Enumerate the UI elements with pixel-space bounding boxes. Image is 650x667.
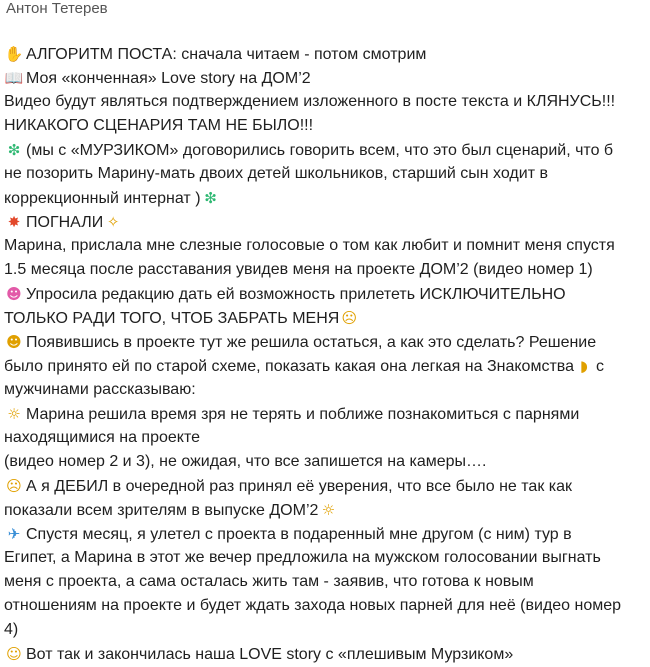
- author-name[interactable]: Антон Тетерев: [6, 0, 108, 17]
- post-line: [4, 546, 646, 570]
- line-text: Марина, прислала мне слезные голосовые о том как любит и помнит меня спустя: [4, 237, 615, 254]
- post-line: [4, 618, 646, 642]
- banana-icon: ◗: [580, 357, 588, 375]
- line-text: отношениям на проекте и будет ждать захода новых парней для неё (видео номер: [4, 597, 622, 614]
- line-text: не позорить Марину-мать двоих детей школьников, старший сын ходит в: [4, 165, 548, 182]
- post-line: [4, 114, 646, 138]
- line-text: 1.5 месяца после расставания увидев меня на проекте ДОМ’2 (видео номер 1): [4, 261, 593, 278]
- post-line: [4, 258, 646, 282]
- see-no-evil-monkey-icon: ☹: [341, 309, 358, 327]
- see-no-evil-monkey-icon: ☹: [6, 477, 22, 495]
- post-line: [4, 378, 646, 402]
- line-text: коррекционный интернат ): [4, 190, 201, 207]
- post-line: [4, 498, 646, 522]
- sparkle-icon: ❇: [204, 189, 217, 207]
- silly-face-icon: ☻: [6, 285, 22, 303]
- line-text: А я ДЕБИЛ в очередной раз принял её уверения, что все было не так как: [26, 478, 573, 495]
- line-text: ПОГНАЛИ: [26, 214, 104, 231]
- line-text: Спустя месяц, я улетел с проекта в подаренный мне другом (с ним) тур в: [26, 526, 572, 543]
- line-text: (мы с «МУРЗИКОМ» договорились говорить всем, что это был сценарий, что б: [26, 142, 614, 159]
- post-line: [4, 138, 646, 162]
- sunglasses-face-icon: ☻: [6, 333, 22, 351]
- line-text: с: [595, 358, 604, 375]
- post-line: [4, 330, 646, 354]
- post-line: [4, 306, 646, 330]
- post-line: [4, 42, 646, 66]
- post-line: [4, 66, 646, 90]
- post-line: [4, 210, 646, 234]
- open-book-icon: 📖: [4, 69, 24, 87]
- exploding-head-icon: ☼: [321, 501, 336, 519]
- person-icon: ☺: [6, 645, 22, 663]
- post-line: [4, 162, 646, 186]
- line-text: показали всем зрителям в выпуске ДОМ’2: [4, 502, 319, 519]
- post-line: [4, 594, 646, 618]
- post-line: [4, 402, 646, 426]
- post-line: [4, 90, 646, 114]
- post-line: [4, 570, 646, 594]
- line-text: Египет, а Марина в этот же вечер предложила на мужском голосовании выгнать: [4, 549, 601, 566]
- post-line: [4, 642, 646, 666]
- post-line: [4, 234, 646, 258]
- line-text: Вот так и закончилась наша LOVE story с «плешивым Мурзиком»: [26, 646, 514, 663]
- line-text: Упросила редакцию дать ей возможность прилететь ИСКЛЮЧИТЕЛЬНО: [26, 286, 566, 303]
- line-text: Видео будут являться подтверждением изложенного в посте текста и КЛЯНУСЬ!!!: [4, 93, 616, 110]
- line-text: 4): [4, 621, 19, 638]
- collision-icon: ✸: [7, 213, 21, 231]
- post-line: [4, 474, 646, 498]
- line-text: (видео номер 2 и 3), не ожидая, что все запишется на камеры….: [4, 453, 487, 470]
- dizzy-icon: ✧: [106, 213, 120, 231]
- sparkle-icon: ❇: [7, 141, 21, 159]
- line-text: Появившись в проекте тут же решила остаться, а как это сделать? Решение: [26, 334, 597, 351]
- line-text: меня с проекта, а сама осталась жить там - заявив, что готова к новым: [4, 573, 534, 590]
- line-text: Марина решила время зря не терять и поближе познакомиться с парнями: [26, 406, 580, 423]
- line-text: НИКАКОГО СЦЕНАРИЯ ТАМ НЕ БЫЛО!!!: [4, 117, 314, 134]
- exploding-head-icon: ☼: [7, 405, 21, 423]
- airplane-icon: ✈: [7, 525, 21, 543]
- post-line: [4, 354, 646, 378]
- raising-hand-icon: ✋: [4, 45, 24, 63]
- line-text: ТОЛЬКО РАДИ ТОГО, ЧТОБ ЗАБРАТЬ МЕНЯ: [4, 310, 340, 327]
- line-text: мужчинами рассказываю:: [4, 381, 196, 398]
- line-text: АЛГОРИТМ ПОСТА: сначала читаем - потом смотрим: [26, 46, 427, 63]
- post-line: [4, 450, 646, 474]
- line-text: находящимися на проекте: [4, 429, 201, 446]
- line-text: было принято ей по старой схеме, показать какая она легкая на Знакомства: [4, 358, 574, 375]
- post-line: [4, 426, 646, 450]
- post-line: [4, 522, 646, 546]
- line-text: Моя «конченная» Love story на ДОМ’2: [26, 70, 311, 87]
- post-line: [4, 282, 646, 306]
- post-body: [4, 42, 646, 666]
- post-line: [4, 186, 646, 210]
